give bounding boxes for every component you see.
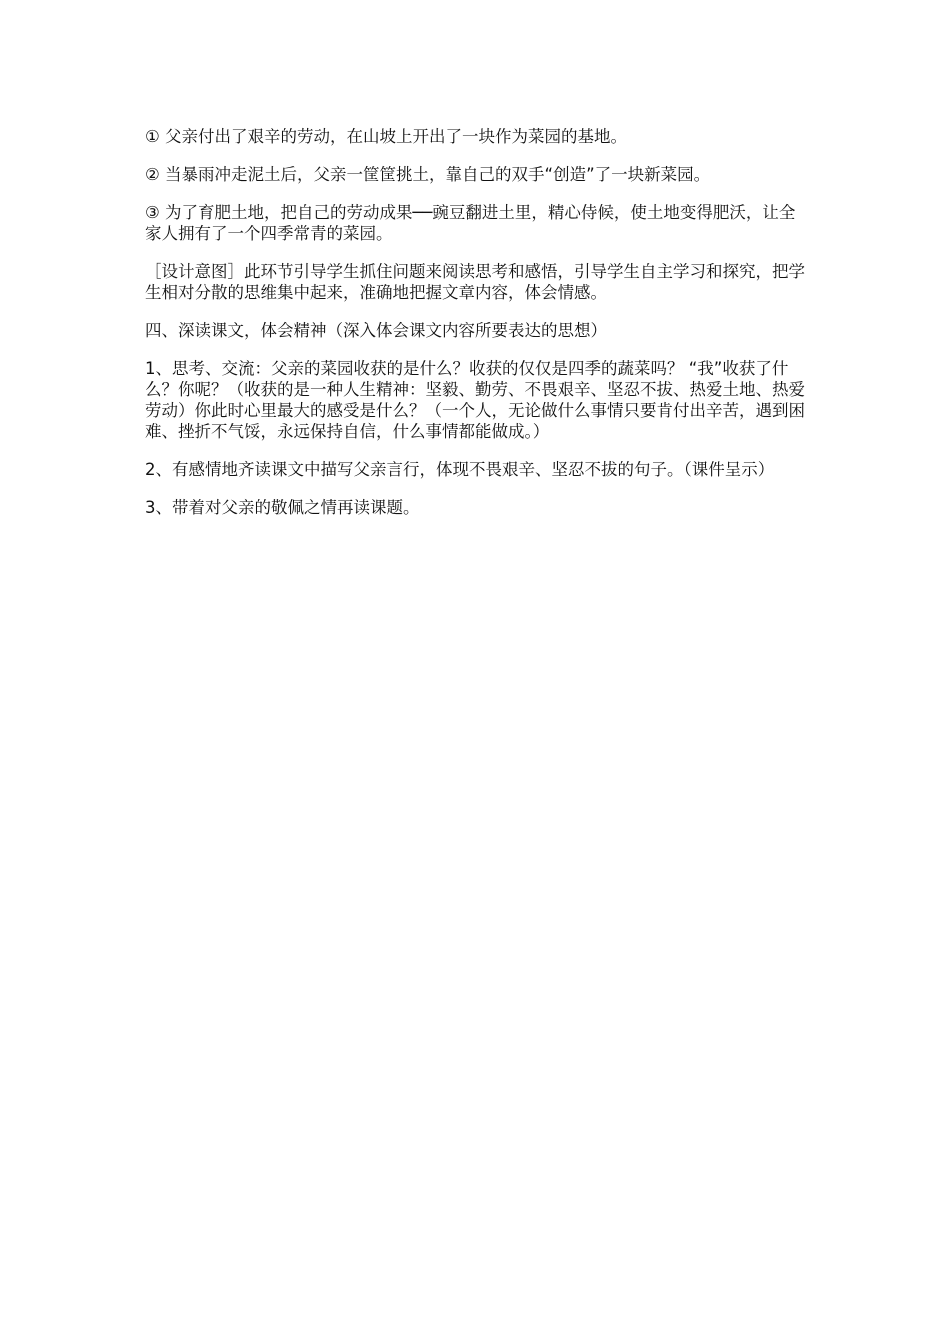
paragraph-point-1: ① 父亲付出了艰辛的劳动，在山坡上开出了一块作为菜园的基地。 [145,127,628,146]
paragraph-item-3: 3、带着对父亲的敬佩之情再读课题。 [145,498,420,517]
paragraph-design-intent: ［设计意图］此环节引导学生抓住问题来阅读思考和感悟，引导学生自主学习和探究，把学生相对分散的思维集中起来，准确地把握文章内容，体会情感。 [145,262,805,302]
paragraph-item-2: 2、有感情地齐读课文中描写父亲言行，体现不畏艰辛、坚忍不拔的句子。（课件呈示） [145,460,775,479]
document-body [145,126,810,535]
paragraph-point-3: ③ 为了育肥土地，把自己的劳动成果──豌豆翻进土里，精心侍候，使土地变得肥沃，让全家人拥有了一个四季常青的菜园。 [145,203,796,243]
section-heading-4: 四、深读课文，体会精神（深入体会课文内容所要表达的思想） [145,321,607,340]
paragraph-item-1: 1、思考、交流：父亲的菜园收获的是什么？收获的仅仅是四季的蔬菜吗？ “我”收获了什么？你呢？（收获的是一种人生精神：坚毅、勤劳、不畏艰辛、坚忍不拔、热爱土地、热爱劳动）你此时心里最大的感受是什么？（一个人，无论做什么事情只要肯付出辛苦，遇到困难、挫折不气馁，永远保持自信，什么事情都能做成。） [145,359,805,441]
paragraph-point-2: ② 当暴雨冲走泥土后，父亲一筐筐挑土，靠自己的双手“创造”了一块新菜园。 [145,165,711,184]
